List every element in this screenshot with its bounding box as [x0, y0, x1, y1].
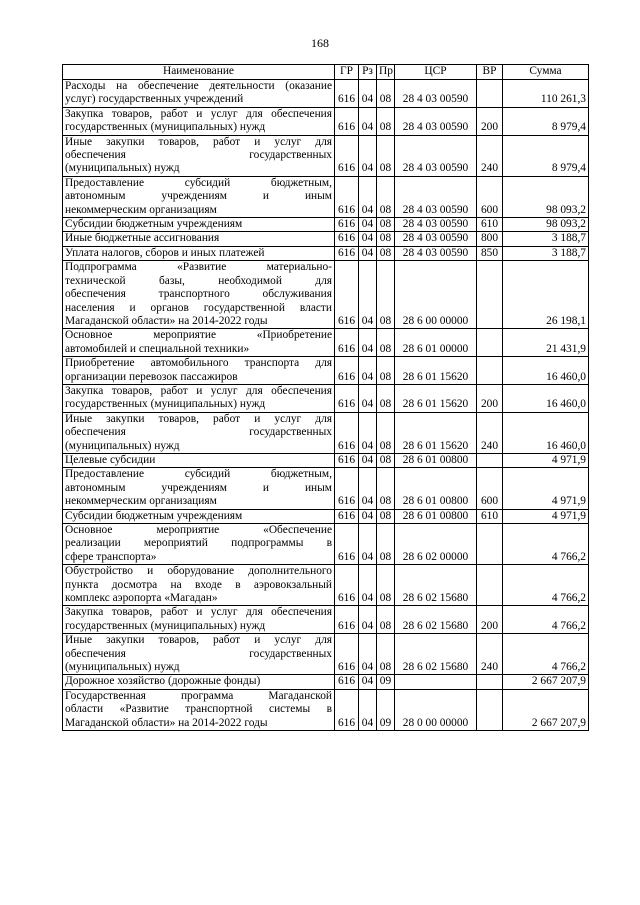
- row-name-line: обеспечения государственных: [65, 426, 332, 439]
- table-row: [63, 232, 589, 246]
- cell-sum: 16 460,0: [503, 412, 589, 453]
- cell-rz: 04: [359, 675, 377, 689]
- cell-sum: 4 766,2: [503, 565, 589, 606]
- cell-vr: 200: [477, 384, 503, 412]
- cell-csr: 28 4 03 00590: [395, 135, 477, 176]
- cell-pr: 08: [377, 524, 395, 565]
- row-name-line: некоммерческим организациям: [65, 495, 217, 508]
- cell-csr: 28 4 03 00590: [395, 218, 477, 232]
- cell-rz: 04: [359, 135, 377, 176]
- row-name: [63, 412, 335, 453]
- header-sum: Сумма: [503, 65, 589, 80]
- cell-pr: 08: [377, 634, 395, 675]
- row-name-line: Приобретение автомобильного транспорта для: [65, 357, 332, 370]
- cell-rz: 04: [359, 524, 377, 565]
- cell-sum: 4 766,2: [503, 524, 589, 565]
- row-name: [63, 135, 335, 176]
- row-name-line: обеспечения транспортного обслуживания: [65, 288, 332, 301]
- row-name-line: Магаданской области» на 2014-2022 годы: [65, 716, 268, 729]
- row-name-line: обеспечения государственных: [65, 647, 332, 660]
- cell-rz: 04: [359, 107, 377, 135]
- cell-csr: 28 4 03 00590: [395, 246, 477, 260]
- cell-vr: [477, 80, 503, 108]
- cell-pr: 08: [377, 176, 395, 217]
- row-name-line: Закупка товаров, работ и услуг для обеспечения: [65, 606, 332, 619]
- cell-gr: 616: [335, 524, 359, 565]
- cell-vr: [477, 329, 503, 357]
- row-name: [63, 675, 335, 689]
- row-name: [63, 357, 335, 385]
- cell-vr: [477, 453, 503, 467]
- table-row: [63, 606, 589, 634]
- cell-pr: 08: [377, 261, 395, 329]
- row-name-line: Государственная программа Магаданской: [65, 689, 332, 702]
- cell-rz: 04: [359, 357, 377, 385]
- cell-vr: 610: [477, 509, 503, 523]
- cell-sum: 98 093,2: [503, 218, 589, 232]
- cell-gr: 616: [335, 176, 359, 217]
- row-name: [63, 218, 335, 232]
- cell-gr: 616: [335, 329, 359, 357]
- cell-csr: 28 4 03 00590: [395, 80, 477, 108]
- row-name-line: Иные закупки товаров, работ и услуг для: [65, 135, 332, 148]
- cell-gr: 616: [335, 135, 359, 176]
- cell-vr: [477, 689, 503, 730]
- header-vr: ВР: [477, 65, 503, 80]
- table-row: [63, 689, 589, 730]
- table-row: [63, 524, 589, 565]
- row-name: [63, 468, 335, 509]
- row-name-line: Закупка товаров, работ и услуг для обеспечения: [65, 384, 332, 397]
- cell-gr: 616: [335, 384, 359, 412]
- row-name: [63, 107, 335, 135]
- cell-csr: 28 6 01 00800: [395, 468, 477, 509]
- cell-csr: 28 6 00 00000: [395, 261, 477, 329]
- cell-gr: 616: [335, 675, 359, 689]
- cell-rz: 04: [359, 232, 377, 246]
- cell-sum: 26 198,1: [503, 261, 589, 329]
- cell-gr: 616: [335, 261, 359, 329]
- row-name: [63, 606, 335, 634]
- cell-rz: 04: [359, 453, 377, 467]
- table-row: [63, 218, 589, 232]
- cell-pr: 08: [377, 232, 395, 246]
- budget-table: [62, 64, 589, 731]
- cell-vr: 610: [477, 218, 503, 232]
- cell-vr: 600: [477, 468, 503, 509]
- cell-vr: [477, 675, 503, 689]
- cell-sum: 110 261,3: [503, 80, 589, 108]
- cell-csr: 28 6 01 00000: [395, 329, 477, 357]
- cell-csr: 28 6 01 00800: [395, 509, 477, 523]
- row-name-line: Дорожное хозяйство (дорожные фонды): [65, 675, 261, 688]
- cell-csr: 28 6 01 15620: [395, 412, 477, 453]
- cell-vr: [477, 357, 503, 385]
- cell-rz: 04: [359, 689, 377, 730]
- table-row: [63, 675, 589, 689]
- row-name-line: Обустройство и оборудование дополнительного: [65, 565, 332, 578]
- row-name-line: организации перевозок пассажиров: [65, 370, 238, 383]
- cell-sum: 21 431,9: [503, 329, 589, 357]
- table-row: [63, 412, 589, 453]
- cell-pr: 09: [377, 675, 395, 689]
- row-name-line: автомобилей и специальной техники»: [65, 342, 250, 355]
- cell-sum: 2 667 207,9: [503, 689, 589, 730]
- cell-gr: 616: [335, 412, 359, 453]
- cell-pr: 08: [377, 468, 395, 509]
- cell-sum: 4 971,9: [503, 509, 589, 523]
- cell-csr: 28 4 03 00590: [395, 107, 477, 135]
- row-name-line: сфере транспорта»: [65, 550, 157, 563]
- table-row: [63, 453, 589, 467]
- cell-pr: 08: [377, 107, 395, 135]
- cell-vr: 240: [477, 634, 503, 675]
- cell-gr: 616: [335, 232, 359, 246]
- cell-sum: 3 188,7: [503, 232, 589, 246]
- row-name: [63, 509, 335, 523]
- cell-rz: 04: [359, 468, 377, 509]
- row-name: [63, 689, 335, 730]
- row-name-line: (муниципальных) нужд: [65, 439, 180, 452]
- cell-sum: 4 971,9: [503, 468, 589, 509]
- cell-sum: 4 766,2: [503, 634, 589, 675]
- row-name-line: Целевые субсидии: [65, 453, 156, 466]
- cell-gr: 616: [335, 80, 359, 108]
- row-name-line: Уплата налогов, сборов и иных платежей: [65, 246, 265, 259]
- table-row: [63, 176, 589, 217]
- row-name-line: Субсидии бюджетным учреждениям: [65, 509, 243, 522]
- cell-pr: 08: [377, 509, 395, 523]
- row-name: [63, 524, 335, 565]
- row-name-line: услуг) государственных учреждений: [65, 93, 244, 106]
- row-name: [63, 80, 335, 108]
- cell-rz: 04: [359, 218, 377, 232]
- row-name: [63, 246, 335, 260]
- cell-pr: 08: [377, 329, 395, 357]
- cell-vr: 600: [477, 176, 503, 217]
- row-name: [63, 261, 335, 329]
- cell-rz: 04: [359, 246, 377, 260]
- row-name-line: Предоставление субсидий бюджетным,: [65, 176, 332, 189]
- cell-rz: 04: [359, 176, 377, 217]
- cell-csr: 28 6 02 15680: [395, 565, 477, 606]
- cell-gr: 616: [335, 357, 359, 385]
- cell-pr: 08: [377, 80, 395, 108]
- table-row: [63, 80, 589, 108]
- cell-rz: 04: [359, 412, 377, 453]
- row-name-line: автономным учреждениям и иным: [65, 190, 332, 203]
- cell-csr: [395, 675, 477, 689]
- cell-rz: 04: [359, 606, 377, 634]
- cell-sum: 16 460,0: [503, 357, 589, 385]
- row-name-line: реализации мероприятий подпрограммы в: [65, 537, 332, 550]
- cell-rz: 04: [359, 261, 377, 329]
- cell-rz: 04: [359, 509, 377, 523]
- cell-gr: 616: [335, 246, 359, 260]
- row-name-line: области «Развитие транспортной системы в: [65, 703, 332, 716]
- row-name-line: комплекс аэропорта «Магадан»: [65, 592, 218, 605]
- table-row: [63, 135, 589, 176]
- cell-gr: 616: [335, 689, 359, 730]
- cell-rz: 04: [359, 329, 377, 357]
- table-header-row: [63, 65, 589, 80]
- cell-sum: 4 971,9: [503, 453, 589, 467]
- cell-csr: 28 4 03 00590: [395, 232, 477, 246]
- table-row: [63, 565, 589, 606]
- row-name: [63, 453, 335, 467]
- cell-gr: 616: [335, 468, 359, 509]
- cell-gr: 616: [335, 509, 359, 523]
- row-name-line: государственных (муниципальных) нужд: [65, 398, 266, 411]
- row-name: [63, 232, 335, 246]
- row-name-line: (муниципальных) нужд: [65, 162, 180, 175]
- cell-pr: 08: [377, 453, 395, 467]
- cell-sum: 3 188,7: [503, 246, 589, 260]
- cell-gr: 616: [335, 606, 359, 634]
- row-name-line: Закупка товаров, работ и услуг для обеспечения: [65, 107, 332, 120]
- cell-pr: 08: [377, 357, 395, 385]
- cell-sum: 16 460,0: [503, 384, 589, 412]
- header-pr: Пр: [377, 65, 395, 80]
- cell-pr: 08: [377, 412, 395, 453]
- cell-rz: 04: [359, 80, 377, 108]
- cell-vr: 200: [477, 107, 503, 135]
- row-name-line: Иные бюджетные ассигнования: [65, 232, 220, 245]
- row-name-line: Иные закупки товаров, работ и услуг для: [65, 634, 332, 647]
- cell-pr: 08: [377, 218, 395, 232]
- row-name-line: Предоставление субсидий бюджетным,: [65, 468, 332, 481]
- row-name-line: автономным учреждениям и иным: [65, 481, 332, 494]
- row-name-line: (муниципальных) нужд: [65, 661, 180, 674]
- row-name-line: Магаданской области» на 2014-2022 годы: [65, 314, 268, 327]
- table-row: [63, 509, 589, 523]
- cell-rz: 04: [359, 384, 377, 412]
- cell-csr: 28 4 03 00590: [395, 176, 477, 217]
- header-rz: Рз: [359, 65, 377, 80]
- cell-csr: 28 6 01 00800: [395, 453, 477, 467]
- cell-sum: 4 766,2: [503, 606, 589, 634]
- cell-gr: 616: [335, 565, 359, 606]
- row-name-line: Субсидии бюджетным учреждениям: [65, 218, 243, 231]
- cell-gr: 616: [335, 218, 359, 232]
- cell-csr: 28 6 01 15620: [395, 384, 477, 412]
- cell-pr: 08: [377, 384, 395, 412]
- cell-sum: 2 667 207,9: [503, 675, 589, 689]
- cell-sum: 8 979,4: [503, 107, 589, 135]
- header-gr: ГР: [335, 65, 359, 80]
- cell-vr: 200: [477, 606, 503, 634]
- row-name: [63, 329, 335, 357]
- cell-pr: 09: [377, 689, 395, 730]
- cell-pr: 08: [377, 606, 395, 634]
- cell-csr: 28 6 02 00000: [395, 524, 477, 565]
- table-row: [63, 357, 589, 385]
- row-name: [63, 384, 335, 412]
- row-name: [63, 565, 335, 606]
- table-row: [63, 634, 589, 675]
- table-row: [63, 261, 589, 329]
- cell-gr: 616: [335, 453, 359, 467]
- page-number: 168: [311, 36, 329, 50]
- cell-vr: [477, 565, 503, 606]
- cell-csr: 28 6 01 15620: [395, 357, 477, 385]
- cell-csr: 28 0 00 00000: [395, 689, 477, 730]
- row-name-line: Основное мероприятие «Приобретение: [65, 329, 332, 342]
- row-name-line: Подпрограмма «Развитие материально-: [65, 261, 332, 274]
- row-name-line: государственных (муниципальных) нужд: [65, 619, 266, 632]
- cell-vr: 800: [477, 232, 503, 246]
- table-row: [63, 384, 589, 412]
- header-name: Наименование: [63, 65, 335, 80]
- cell-vr: [477, 524, 503, 565]
- table-body: [63, 80, 589, 731]
- cell-vr: 240: [477, 135, 503, 176]
- table-row: [63, 107, 589, 135]
- cell-pr: 08: [377, 565, 395, 606]
- cell-rz: 04: [359, 634, 377, 675]
- cell-vr: [477, 261, 503, 329]
- cell-vr: 240: [477, 412, 503, 453]
- row-name-line: некоммерческим организациям: [65, 203, 217, 216]
- row-name-line: населения и органов государственной власти: [65, 301, 332, 314]
- row-name: [63, 634, 335, 675]
- row-name-line: технической базы, необходимой для: [65, 274, 332, 287]
- cell-gr: 616: [335, 107, 359, 135]
- cell-sum: 98 093,2: [503, 176, 589, 217]
- row-name-line: обеспечения государственных: [65, 149, 332, 162]
- row-name-line: государственных (муниципальных) нужд: [65, 121, 266, 134]
- cell-csr: 28 6 02 15680: [395, 634, 477, 675]
- cell-gr: 616: [335, 634, 359, 675]
- cell-sum: 8 979,4: [503, 135, 589, 176]
- table-row: [63, 246, 589, 260]
- cell-pr: 08: [377, 135, 395, 176]
- table-row: [63, 329, 589, 357]
- header-csr: ЦСР: [395, 65, 477, 80]
- cell-pr: 08: [377, 246, 395, 260]
- row-name-line: Основное мероприятие «Обеспечение: [65, 524, 332, 536]
- cell-rz: 04: [359, 565, 377, 606]
- table-row: [63, 468, 589, 509]
- row-name: [63, 176, 335, 217]
- row-name-line: Иные закупки товаров, работ и услуг для: [65, 412, 332, 425]
- row-name-line: Расходы на обеспечение деятельности (оказание: [65, 80, 332, 92]
- cell-csr: 28 6 02 15680: [395, 606, 477, 634]
- cell-vr: 850: [477, 246, 503, 260]
- row-name-line: пункта досмотра на входе в аэровокзальный: [65, 578, 332, 591]
